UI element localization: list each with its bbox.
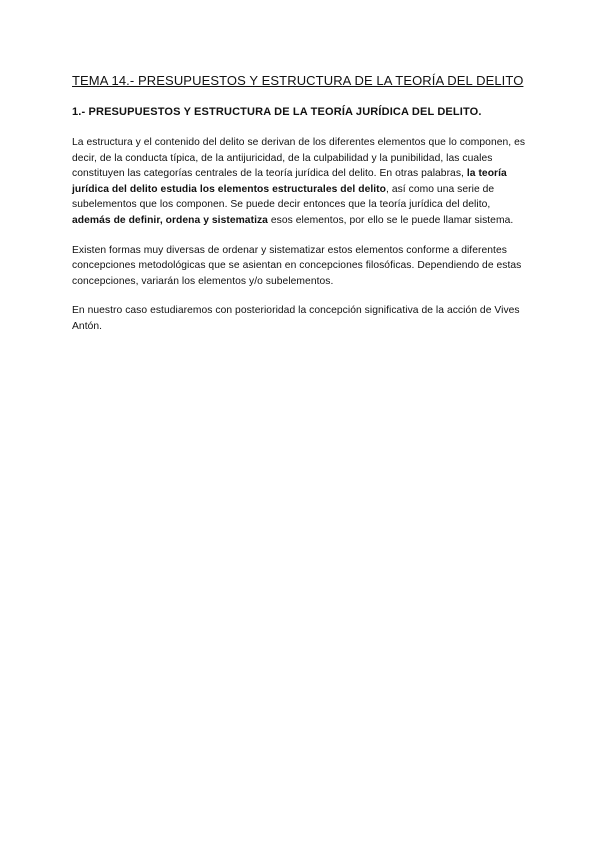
- paragraph-1-bold-b: además de definir, ordena y sistematiza: [72, 214, 268, 226]
- paragraph-3: En nuestro caso estudiaremos con posterioridad la concepción significativa de la acción de Vives Antón.: [72, 305, 520, 332]
- paragraph-1: [72, 135, 530, 229]
- document-title: TEMA 14.- PRESUPUESTOS Y ESTRUCTURA DE LA TEORÍA DEL DELITO: [72, 73, 524, 88]
- paragraph-2: Existen formas muy diversas de ordenar y sistematizar estos elementos conforme a diferentes concepciones metodológicas que se asientan en concepciones filosóficas. Dependiendo de estas concepciones, variarán los elementos y/o subelementos.: [72, 244, 522, 287]
- paragraph-1-text-c: esos elementos, por ello se le puede llamar sistema.: [267, 214, 514, 226]
- paragraph-1-text-a: La estructura y el contenido del delito se derivan de los diferentes elementos que lo componen, es decir, de la conducta típica, de la antijuricidad, de la culpabilidad y la punibilidad, las cuales constituyen las categorías centrales de la teoría jurídica del delito. En otras palabras,: [72, 137, 526, 180]
- section-heading: 1.- PRESUPUESTOS Y ESTRUCTURA DE LA TEORÍA JURÍDICA DEL DELITO.: [72, 106, 482, 118]
- paragraph-1-text-b: , así como una serie de subelementos que los componen. Se puede decir entonces que la teoría jurídica del delito,: [72, 183, 495, 211]
- document-page: [72, 72, 530, 349]
- paragraph-1-bold-a: la teoría jurídica del delito estudia los elementos estructurales del delito: [72, 168, 507, 195]
